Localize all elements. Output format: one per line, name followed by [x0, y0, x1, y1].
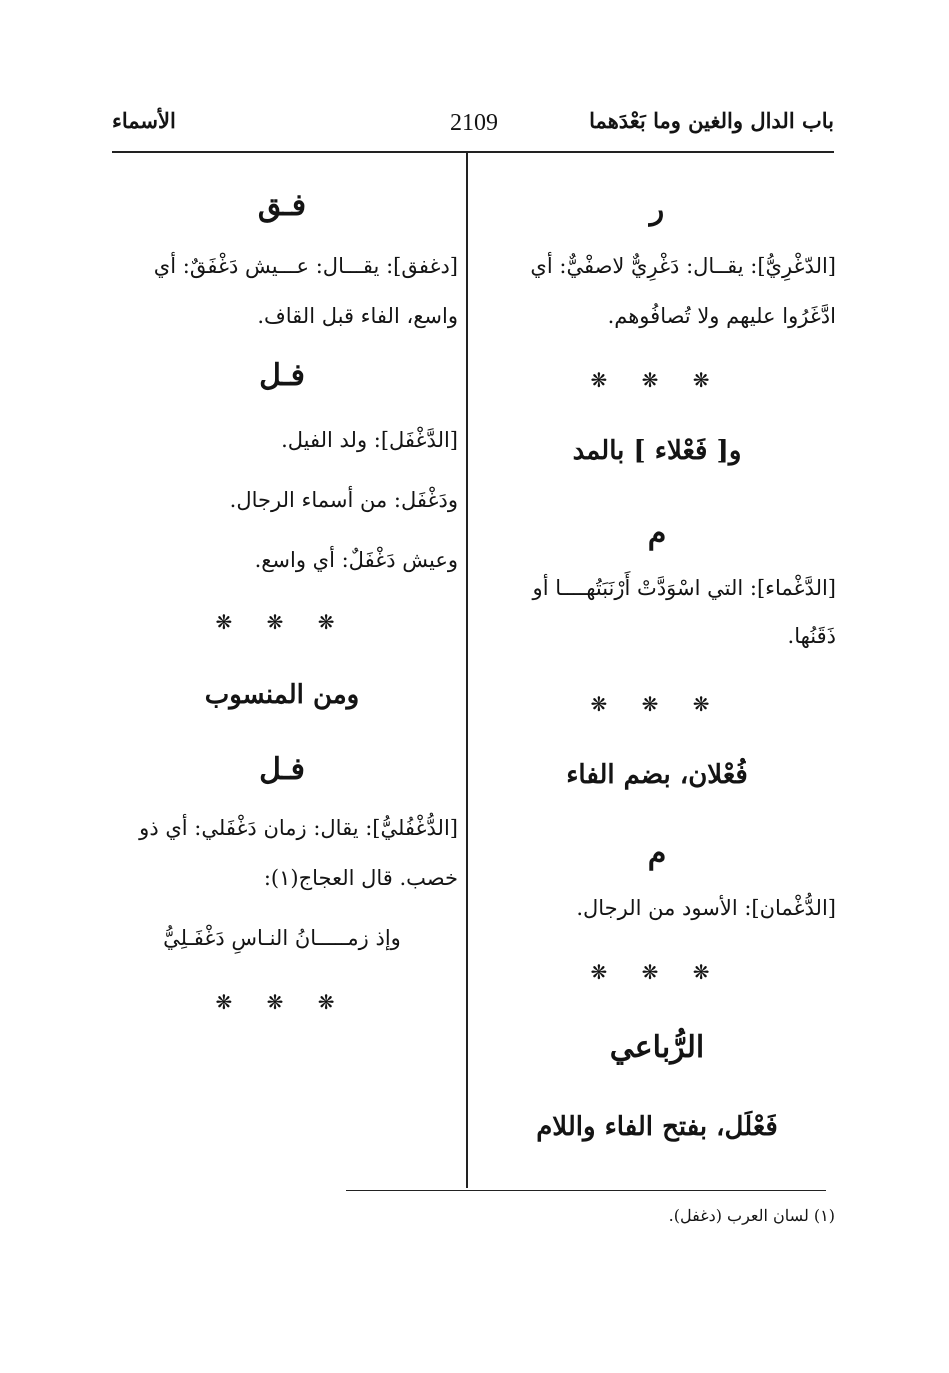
right-stars-divider-3: ❋ ❋ ❋ [590, 960, 724, 984]
right-entry-daghri-line2: ادَّغَرُوا عليهم ولا تُصافُوهم. [607, 304, 836, 328]
right-heading-ra: ر [649, 192, 665, 227]
left-entry-daghfaq-line2: واسع، الفاء قبل القاف. [257, 304, 458, 328]
right-entry-daghmaa-line2: ذَقَنُها. [787, 624, 836, 648]
left-entry-daghfal: [الدَّغْفَل]: ولد الفيل. [281, 428, 458, 452]
left-entry-dughfuli-line2: خصب. قال العجاج(١): [263, 866, 458, 890]
right-heading-mim-2: م [647, 836, 667, 871]
right-stars-divider-1: ❋ ❋ ❋ [590, 368, 724, 392]
right-heading-fulan: فُعْلان، بضم الفاء [566, 760, 748, 790]
column-divider [466, 153, 468, 1188]
left-entry-daghfaq-line1: [دغفق]: يقـــال: عـــيش دَغْفَقٌ: أي [153, 254, 458, 278]
left-heading-mansub: ومن المنسوب [204, 680, 360, 710]
left-entry-daghfal-name: ودَغْفَل: من أسماء الرجال. [229, 488, 458, 512]
header-chapter-title: باب الدال والغين وما بَعْدَهما [589, 108, 834, 133]
left-entry-dughfuli-line1: [الدُّغْفُليُّ]: يقال: زمان دَغْفَلي: أي ذو [139, 816, 458, 840]
page-number: 2109 [450, 110, 498, 136]
header-rule [112, 151, 834, 153]
right-entry-daghmaa-line1: [الدَّغْماء]: التي اسْوَدَّتْ أَرْنَبَتُهــــا أو [532, 576, 836, 600]
right-heading-rubai: الرُّباعي [609, 1030, 705, 1065]
right-heading-falaa: و[ فَعْلاء ] بالمد [572, 436, 742, 466]
left-verse: وإذ زمـــــانُ النـاسِ دَغْفَـلِيُّ [163, 926, 401, 950]
left-heading-fl-1: فـل [259, 358, 305, 393]
left-stars-divider-1: ❋ ❋ ❋ [215, 610, 349, 634]
right-heading-falal: فَعْلَل، بفتح الفاء واللام [536, 1112, 778, 1142]
footnote: (١) لسان العرب (دغفل). [668, 1206, 835, 1225]
left-entry-aysh-daghfal: وعيش دَغْفَلٌ: أي واسع. [254, 548, 458, 572]
right-entry-daghri-line1: [الدّغْرِيُّ]: يقــال: دَغْرِيٌّ لاصفْيٌّ: أي [530, 254, 836, 278]
right-stars-divider-2: ❋ ❋ ❋ [590, 692, 724, 716]
running-header [112, 108, 834, 148]
header-section-title: الأسماء [112, 108, 176, 133]
left-heading-fl-2: فـل [259, 752, 305, 787]
left-heading-fq: فـق [257, 188, 307, 223]
left-stars-divider-2: ❋ ❋ ❋ [215, 990, 349, 1014]
right-entry-dughman: [الدُّغْمان]: الأسود من الرجال. [576, 896, 836, 920]
footnote-rule [346, 1190, 826, 1191]
right-heading-mim-1: م [647, 516, 667, 551]
